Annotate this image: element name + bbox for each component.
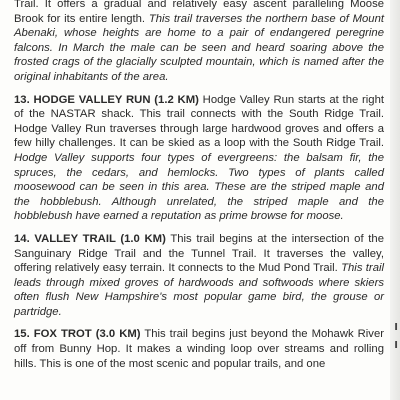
trail-description: This trail begins at the intersection of the Sanguinary Ridge Trail and the Tunnel Trail. It traverses the valley, offering relatively easy terrain. It connects to the Mud Pond Trail. xyxy=(14,232,384,275)
trail-description-italic: Hodge Valley supports four types of evergreens: the balsam fir, the spruces, the cedars, and hemlocks. Two types of plants called moosewood can be seen in this area. These are the striped maple and the hobblebush. Although unrelated, the striped maple and the hobblebush have earned a reputation as prime browse for moose. xyxy=(14,151,384,223)
trail-descriptions xyxy=(14,0,384,379)
trail-number: 14. xyxy=(14,232,30,245)
continuation-text: Trail. It offers a gradual and relatively easy ascent paralleling Moose Brook for its entire length. xyxy=(14,0,384,25)
trail-description: This trail begins just beyond the Mohawk River off from Bunny Hop. It makes a winding loop over streams and rolling hills. This is one of the most scenic and popular trails, and one xyxy=(14,328,385,370)
trail-name: VALLEY TRAIL (1.0 KM) xyxy=(34,232,166,245)
trail-name: FOX TROT (3.0 KM) xyxy=(33,328,141,341)
edge-mark: I xyxy=(394,322,398,333)
trail-number: 13. xyxy=(14,93,30,106)
trail-description-italic: This trail leads through mixed groves of hardwoods and softwoods where skiers often flush New Hampshire's most popular game bird, the grouse or partridge. xyxy=(14,262,384,318)
trail-entry-14 xyxy=(14,232,384,320)
continuation-italic-text: This trail traverses the northern base of Mount Abenaki, whose heights are home to a pair of endangered peregrine falcons. In March the male can be seen and heard soaring above the frosted crags of the glacially sculpted mountain, which is named after the original inhabitants of the area. xyxy=(14,12,384,83)
trail-entry-15 xyxy=(14,327,384,371)
previous-trail-continuation xyxy=(14,0,384,85)
trail-description: Hodge Valley Run starts at the right of the NASTAR shack. This trail connects with the South Ridge Trail. Hodge Valley Run traverses through large hardwood groves and offers a few hilly challenges. It can be skied as a loop with the South Ridge Trail. xyxy=(14,93,385,150)
edge-mark: I xyxy=(394,340,398,351)
trail-number: 15. xyxy=(14,328,30,341)
trail-entry-13 xyxy=(14,93,384,224)
trail-name: HODGE VALLEY RUN (1.2 KM) xyxy=(33,93,199,106)
